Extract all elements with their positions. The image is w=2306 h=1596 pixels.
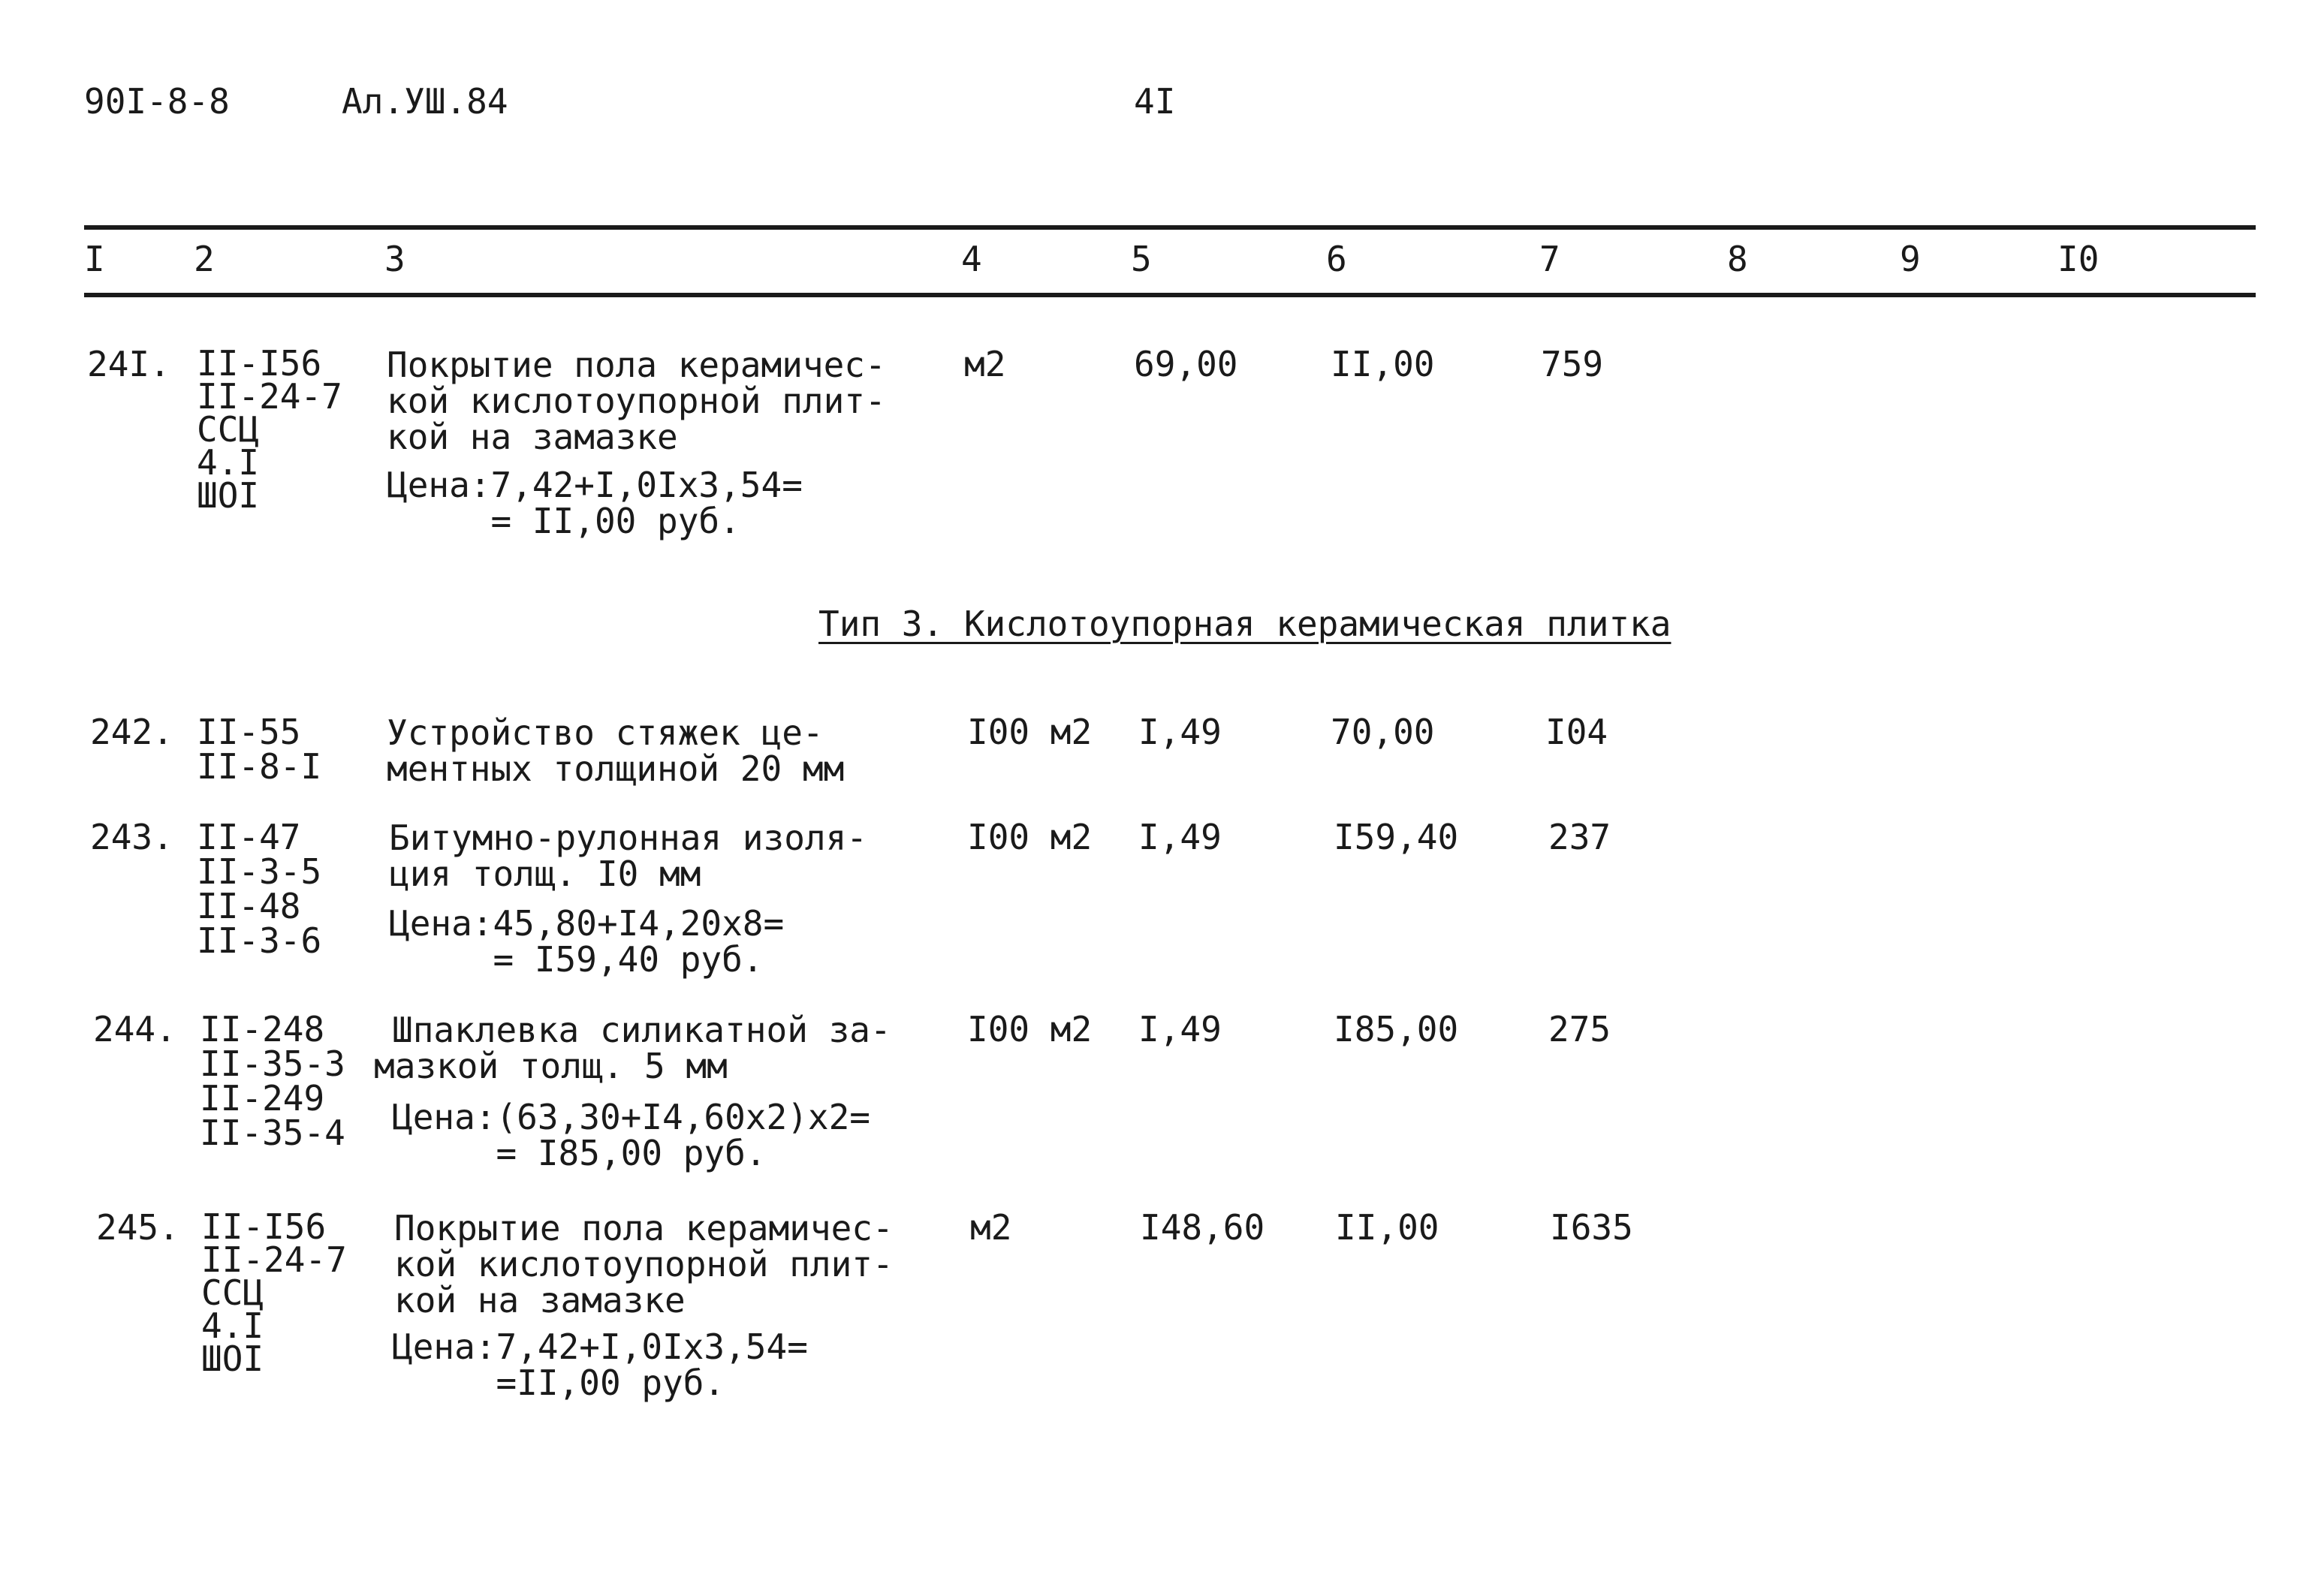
row-number: 243. [90, 817, 173, 857]
column-number: 4 [961, 239, 982, 279]
price-calculation: Цена:(63,30+I4,60x2)x2= = I85,00 руб. [392, 1097, 870, 1173]
row-number: 244. [93, 1009, 176, 1049]
column-number: I [84, 239, 105, 279]
unit-price: 70,00 [1331, 712, 1435, 752]
total-cost: I04 [1545, 712, 1608, 752]
row-number: 245. [96, 1207, 179, 1248]
norm-codes: II-55 II-8-I [197, 712, 322, 787]
column-number: 8 [1727, 239, 1748, 279]
quantity: I,49 [1138, 1009, 1222, 1049]
column-number: 2 [194, 239, 215, 279]
price-calculation: Цена:7,42+I,0Ix3,54= = II,00 руб. [387, 465, 803, 541]
quantity: I48,60 [1140, 1207, 1265, 1248]
album-code: Ал.УШ.84 [342, 81, 508, 122]
work-description: Шпаклевка силикатной за- мазкой толщ. 5 мм [374, 1010, 891, 1086]
quantity: I,49 [1138, 712, 1222, 752]
price-calculation: Цена:45,80+I4,20x8= = I59,40 руб. [389, 903, 785, 980]
unit-price: I59,40 [1334, 817, 1459, 857]
unit: I00 м2 [967, 817, 1093, 857]
unit: м2 [964, 344, 1006, 384]
total-cost: 759 [1541, 344, 1604, 384]
unit-price: II,00 [1335, 1207, 1439, 1248]
unit-price: I85,00 [1334, 1009, 1459, 1049]
table-header-bottom-rule [84, 293, 2256, 297]
norm-codes: II-I56 II-24-7 ССЦ 4.I ШОI [201, 1206, 347, 1379]
work-description: Битумно-рулонная изоля- ция толщ. I0 мм [389, 818, 867, 894]
column-number: 9 [1900, 239, 1921, 279]
page-number: 4I [1134, 81, 1176, 122]
work-description: Покрытие пола керамичес- кой кислотоупорной плит- кой на замазке [387, 345, 886, 457]
unit: I00 м2 [967, 1009, 1093, 1049]
section-title: Тип 3. Кислотоупорная керамическая плитка [818, 604, 1671, 644]
unit-price: II,00 [1331, 344, 1435, 384]
table-top-rule [84, 225, 2256, 230]
column-number: 7 [1539, 239, 1560, 279]
quantity: 69,00 [1134, 344, 1238, 384]
document-code: 90I-8-8 [84, 81, 230, 122]
column-number: I0 [2057, 239, 2100, 279]
unit: м2 [970, 1207, 1012, 1248]
unit: I00 м2 [967, 712, 1093, 752]
norm-codes: II-248 II-35-3 II-249 II-35-4 [200, 1009, 345, 1153]
price-calculation: Цена:7,42+I,0Ix3,54= =II,00 руб. [392, 1326, 808, 1403]
total-cost: 275 [1548, 1009, 1611, 1049]
row-number: 242. [90, 712, 173, 752]
work-description: Покрытие пола керамичес- кой кислотоупорной плит- кой на замазке [394, 1208, 894, 1320]
row-number: 24I. [87, 344, 170, 384]
total-cost: I635 [1550, 1207, 1633, 1248]
column-number: 6 [1326, 239, 1347, 279]
column-number: 5 [1131, 239, 1152, 279]
quantity: I,49 [1138, 817, 1222, 857]
total-cost: 237 [1548, 817, 1611, 857]
work-description: Устройство стяжек це- ментных толщиной 20 мм [387, 712, 845, 789]
norm-codes: II-I56 II-24-7 ССЦ 4.I ШОI [197, 343, 342, 516]
norm-codes: II-47 II-3-5 II-48 II-3-6 [197, 817, 322, 961]
column-number: 3 [384, 239, 405, 279]
